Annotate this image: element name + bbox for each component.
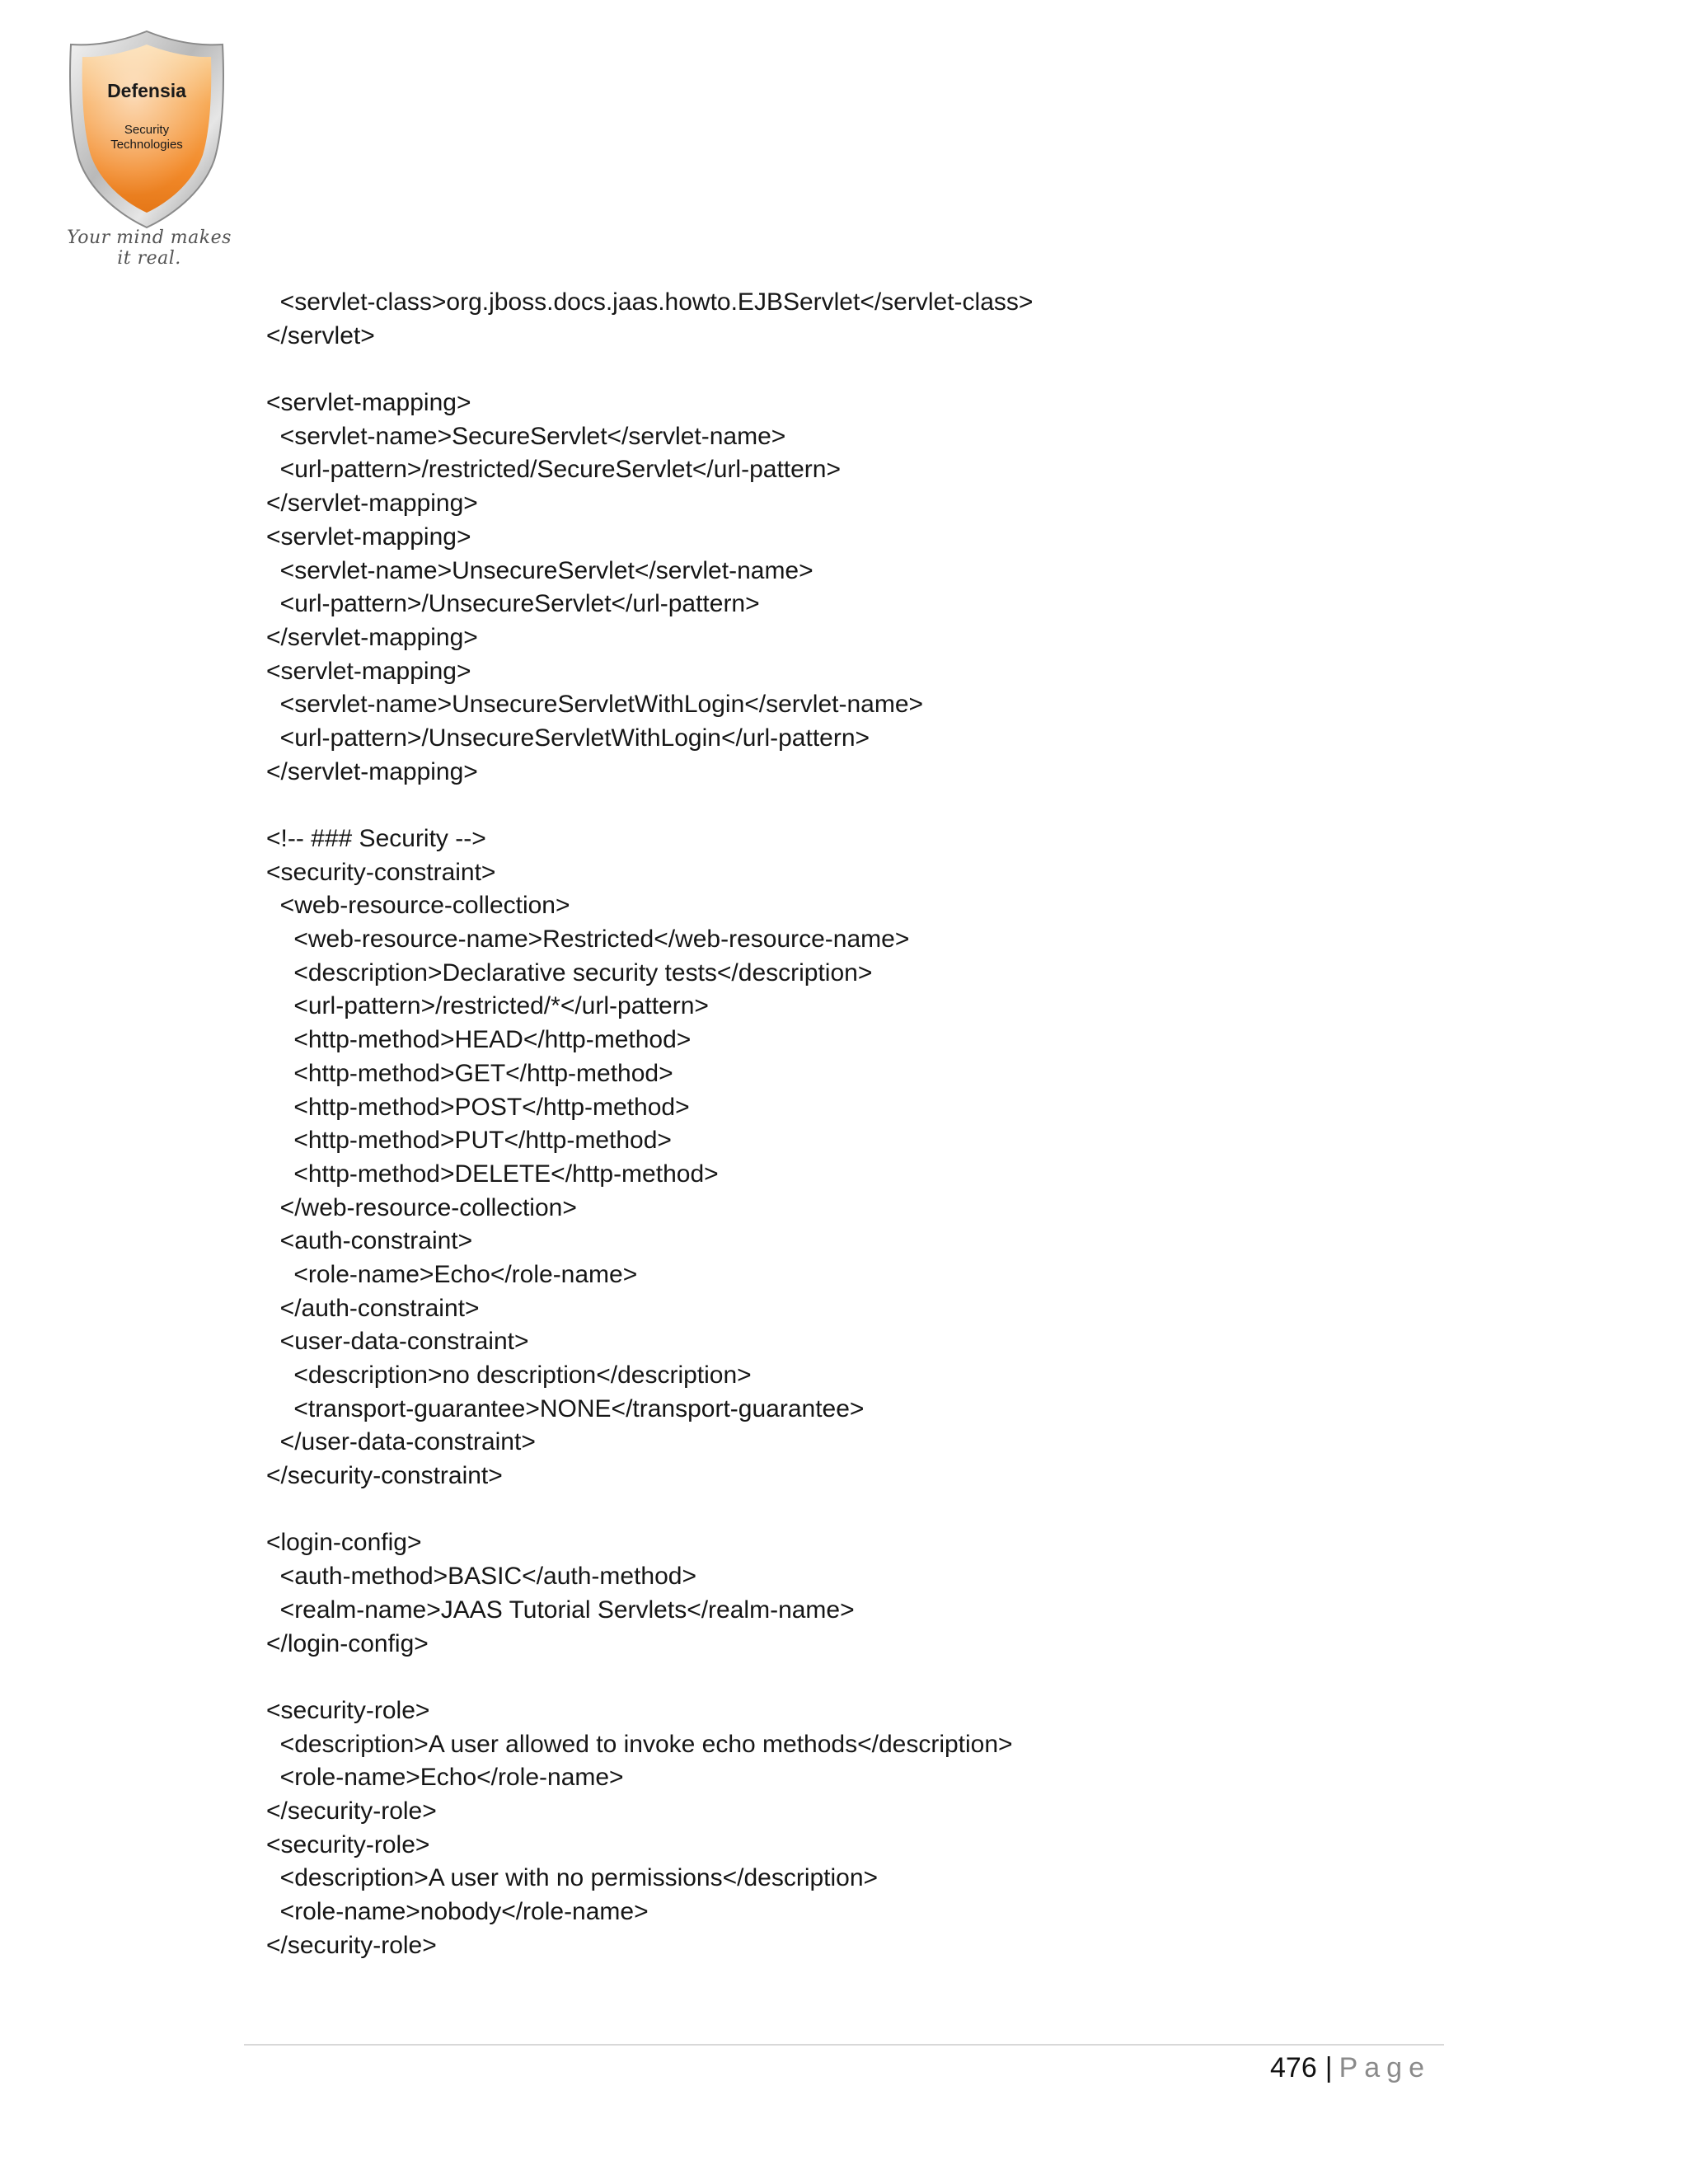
code-line: <role-name>nobody</role-name> — [266, 1898, 649, 1925]
code-line: </auth-constraint> — [266, 1294, 480, 1322]
code-line: <description>A user with no permissions</description> — [266, 1864, 879, 1892]
logo-subtitle-line1: Security — [124, 123, 170, 137]
code-line: <auth-constraint> — [266, 1227, 473, 1255]
code-line: </servlet-mapping> — [266, 490, 478, 518]
page-footer — [1270, 2050, 1431, 2086]
code-line: <servlet-mapping> — [266, 389, 471, 417]
logo-name: Defensia — [107, 80, 186, 101]
code-line: <security-role> — [266, 1830, 430, 1858]
code-line: <realm-name>JAAS Tutorial Servlets</realm-name> — [266, 1596, 855, 1624]
code-line: </servlet-mapping> — [266, 757, 478, 785]
code-line: <role-name>Echo</role-name> — [266, 1764, 624, 1792]
code-line: <description>Declarative security tests</description> — [266, 958, 873, 987]
code-line: <http-method>HEAD</http-method> — [266, 1026, 692, 1054]
code-line: <http-method>PUT</http-method> — [266, 1127, 672, 1155]
code-line: <servlet-class>org.jboss.docs.jaas.howto.EJBServlet</servlet-class> — [266, 288, 1034, 316]
company-logo — [59, 28, 239, 269]
code-line: <auth-method>BASIC</auth-method> — [266, 1563, 696, 1591]
code-line: <http-method>POST</http-method> — [266, 1093, 690, 1121]
code-line: <login-config> — [266, 1529, 422, 1557]
code-line: <servlet-mapping> — [266, 657, 471, 685]
code-line: <role-name>Echo</role-name> — [266, 1260, 638, 1288]
code-line: <!-- ### Security --> — [266, 825, 486, 852]
code-line: <security-role> — [266, 1696, 430, 1724]
code-line: <http-method>DELETE</http-method> — [266, 1160, 719, 1188]
code-line — [266, 353, 1033, 387]
code-line: <servlet-mapping> — [266, 523, 471, 551]
code-line: <url-pattern>/restricted/SecureServlet</url-pattern> — [266, 456, 842, 484]
code-line: <security-constraint> — [266, 858, 496, 886]
page-label: Page — [1339, 2052, 1431, 2083]
page-number: 476 — [1270, 2052, 1317, 2083]
code-line: </security-role> — [266, 1931, 437, 1959]
code-line: <user-data-constraint> — [266, 1328, 529, 1356]
page-separator: | — [1325, 2052, 1333, 2083]
code-line: </servlet> — [266, 321, 375, 349]
code-line — [266, 789, 1033, 823]
code-line: <http-method>GET</http-method> — [266, 1059, 673, 1087]
code-line: </web-resource-collection> — [266, 1193, 577, 1221]
code-line: </servlet-mapping> — [266, 623, 478, 651]
code-line: <url-pattern>/restricted/*</url-pattern> — [266, 992, 709, 1020]
code-line: <description>A user allowed to invoke echo methods</description> — [266, 1730, 1013, 1758]
logo-tagline: Your mind makes it real. — [67, 227, 232, 269]
code-line: <description>no description</description> — [266, 1361, 752, 1389]
footer-divider — [244, 2044, 1444, 2046]
code-line: </user-data-constraint> — [266, 1428, 536, 1456]
code-line: <web-resource-collection> — [266, 892, 570, 920]
code-line: <transport-guarantee>NONE</transport-guarantee> — [266, 1394, 865, 1422]
code-line: <web-resource-name>Restricted</web-resource-name> — [266, 926, 910, 954]
code-line: </security-constraint> — [266, 1462, 503, 1490]
code-line — [266, 1493, 1033, 1527]
code-line: </login-config> — [266, 1629, 429, 1657]
code-line: <servlet-name>UnsecureServletWithLogin</servlet-name> — [266, 691, 924, 719]
code-line: <servlet-name>SecureServlet</servlet-name> — [266, 422, 786, 450]
code-line: </security-role> — [266, 1797, 437, 1825]
code-line: <url-pattern>/UnsecureServletWithLogin</url-pattern> — [266, 724, 870, 752]
code-listing — [266, 286, 1033, 1962]
logo-subtitle-line2: Technologies — [110, 138, 183, 152]
shield-icon — [64, 28, 229, 230]
code-line: <servlet-name>UnsecureServlet</servlet-name> — [266, 556, 814, 584]
code-line: <url-pattern>/UnsecureServlet</url-pattern> — [266, 590, 760, 618]
code-line — [266, 1661, 1033, 1694]
